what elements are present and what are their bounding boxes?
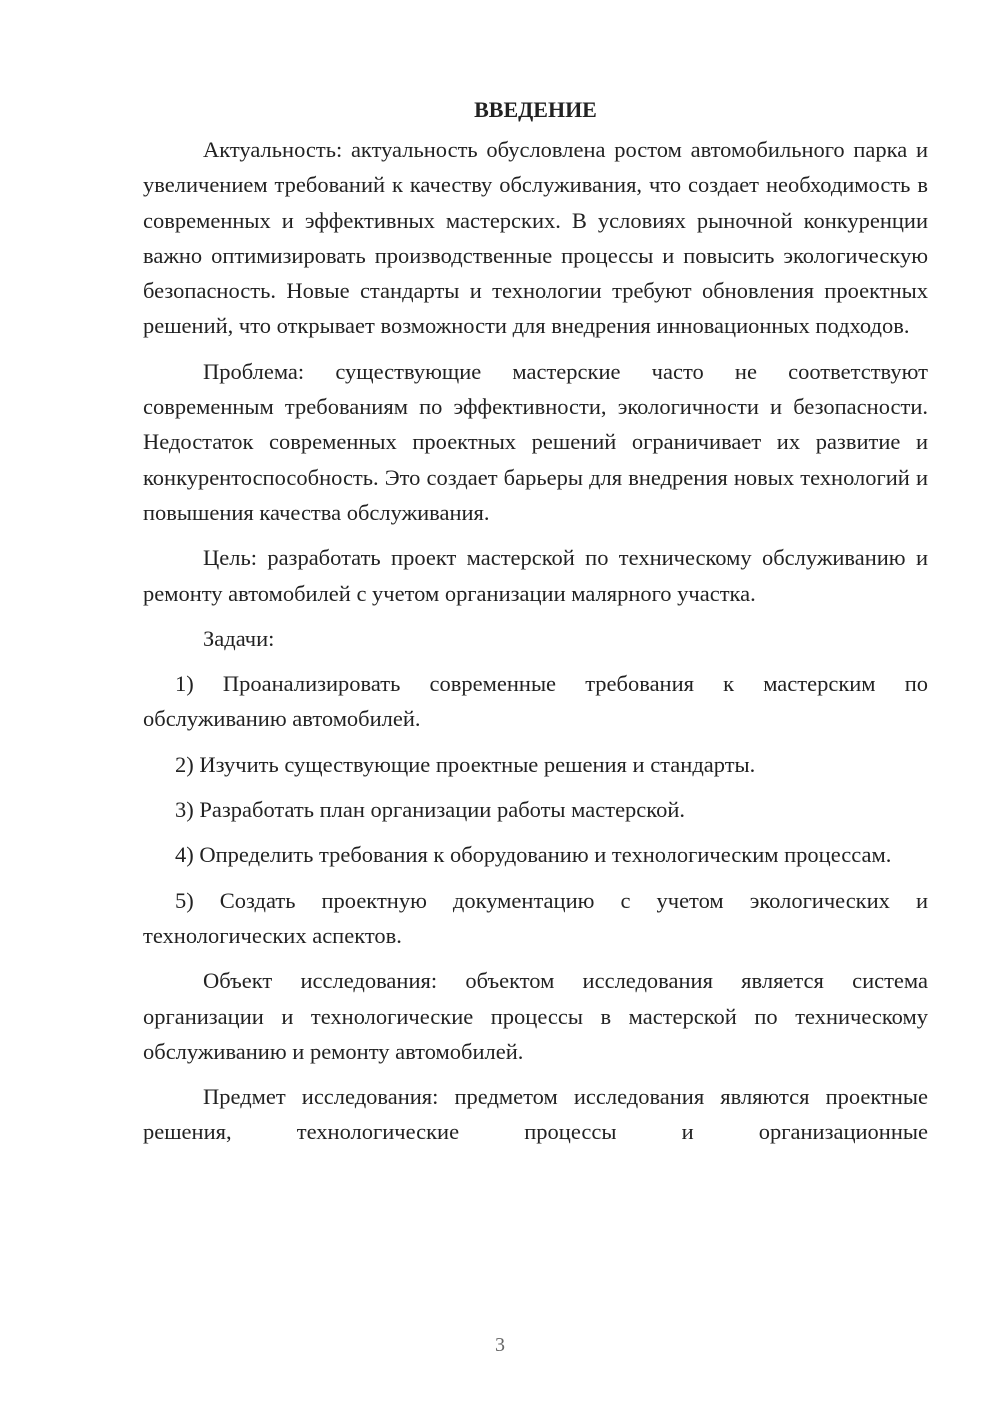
subject-paragraph: Предмет исследования: предметом исследования являются проектные решения, технологические процессы и организационные [143,1084,928,1145]
object-paragraph: Объект исследования: объектом исследования является система организации и технологические процессы в мастерской по техническому обслуживанию и ремонту автомобилей. [143,968,928,1064]
task-item: 4) Определить требования к оборудованию и технологическим процессам. [175,842,892,868]
relevance-paragraph: Актуальность: актуальность обусловлена ростом автомобильного парка и увеличением требований к качеству обслуживания, что создает необходимость в современных и эффективных мастерских. В условиях рыночной конкуренции важно оптимизировать производственные процессы и повысить экологическую безопасность. Новые стандарты и технологии требуют обновления проектных решений, что открывает возможности для внедрения инновационных подходов. [143,137,928,339]
tasks-heading: Задачи: [203,625,275,651]
task-item: 1) Проанализировать современные требования к мастерским по обслуживанию автомобилей. [143,671,928,732]
document-page [143,95,928,1150]
task-item: 2) Изучить существующие проектные решения и стандарты. [175,751,756,777]
page-number: 3 [495,1334,505,1356]
section-title: ВВЕДЕНИЕ [474,97,597,122]
task-item: 5) Создать проектную документацию с учетом экологических и технологических аспектов. [143,887,928,948]
task-item: 3) Разработать план организации работы мастерской. [175,797,685,823]
problem-paragraph: Проблема: существующие мастерские часто не соответствуют современным требованиям по эффективности, экологичности и безопасности. Недостаток современных проектных решений ограничивает их развитие и конкурентоспособность. Это создает барьеры для внедрения новых технологий и повышения качества обслуживания. [143,358,928,525]
goal-paragraph: Цель: разработать проект мастерской по техническому обслуживанию и ремонту автомобилей с учетом организации малярного участка. [143,545,928,606]
tasks-list [143,666,928,953]
